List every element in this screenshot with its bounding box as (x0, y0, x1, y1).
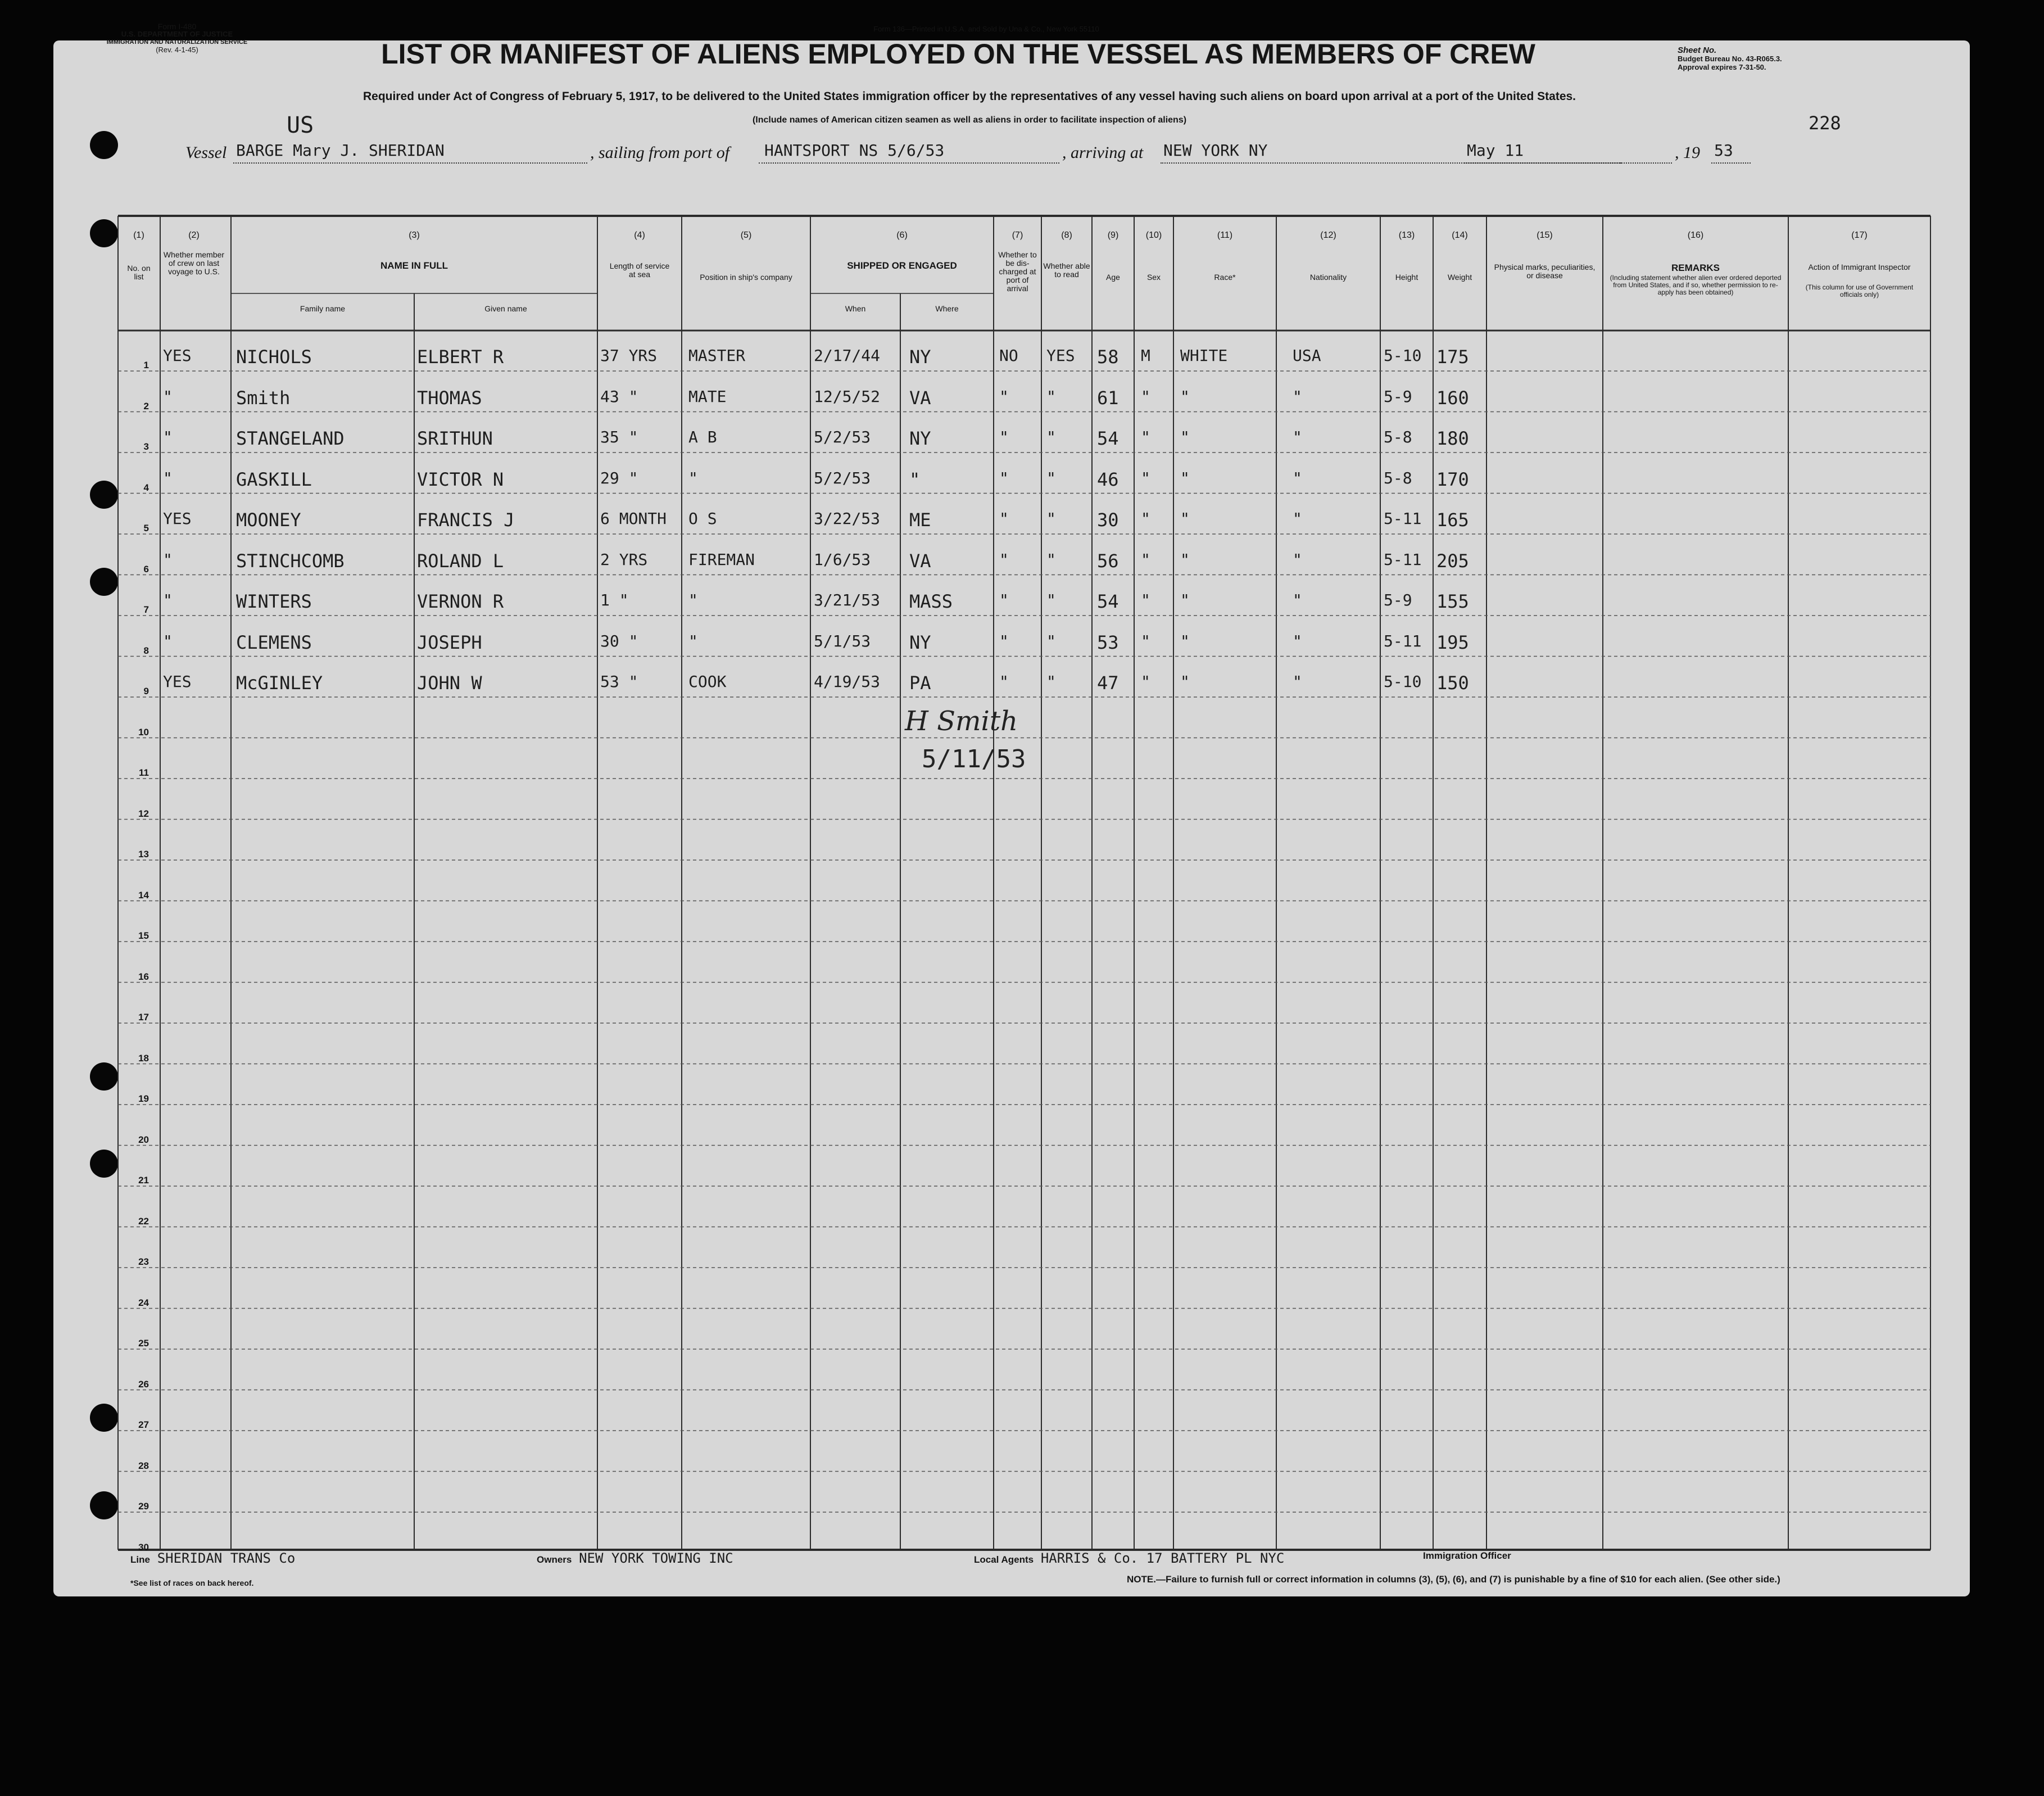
col-header-race: Race* (1214, 273, 1236, 282)
service-length-cell: 43 " (600, 387, 638, 406)
service-length-cell: 35 " (600, 428, 638, 446)
col-header-weight: Weight (1447, 273, 1472, 282)
age-cell: 47 (1097, 672, 1119, 694)
family-name-cell: WINTERS (236, 591, 312, 612)
nationality-cell: " (1293, 550, 1302, 569)
footer-owners (537, 1550, 733, 1571)
height-cell: 5-9 (1384, 591, 1412, 609)
height-cell: 5-10 (1384, 346, 1422, 365)
discharged-cell: " (999, 591, 1009, 609)
position-cell: O S (688, 509, 717, 528)
sex-cell: " (1141, 509, 1150, 528)
weight-cell: 180 (1436, 428, 1469, 449)
row-number: 27 (138, 1419, 149, 1430)
col11-number: (11) (1217, 230, 1233, 240)
height-cell: 5-11 (1384, 550, 1422, 569)
height-cell: 5-11 (1384, 631, 1422, 650)
discharged-cell: " (999, 428, 1009, 446)
height-cell: 5-8 (1384, 468, 1412, 487)
shipped-when-cell: 1/6/53 (814, 550, 871, 569)
sex-cell: M (1141, 346, 1150, 365)
service-length-cell: 6 MONTH (600, 509, 667, 528)
col-header-when: When (845, 304, 866, 313)
row-number: 1 (143, 360, 149, 370)
col-header-member-of-crew: Whether member of crew on last voyage to U.S. (163, 250, 225, 276)
row-number: 17 (138, 1012, 149, 1023)
given-name-cell: JOSEPH (417, 631, 482, 653)
owners-value: NEW YORK TOWING INC (579, 1550, 733, 1566)
able-to-read-cell: " (1046, 509, 1056, 528)
col15-number: (15) (1537, 230, 1553, 240)
crew-prev-cell: " (163, 468, 173, 487)
height-cell: 5-9 (1384, 387, 1412, 406)
service-length-cell: 37 YRS (600, 346, 658, 365)
crew-prev-cell: YES (163, 346, 192, 365)
col-header-inspector-action: Action of Immigrant Inspector (1808, 263, 1911, 272)
age-cell: 58 (1097, 346, 1119, 368)
crew-prev-cell: " (163, 550, 173, 569)
weight-cell: 205 (1436, 550, 1469, 572)
age-cell: 30 (1097, 509, 1119, 531)
crew-prev-cell: YES (163, 509, 192, 528)
shipped-where-cell: MASS (909, 591, 953, 612)
col-header-sex: Sex (1146, 273, 1161, 282)
nationality-cell: " (1293, 631, 1302, 650)
sex-cell: " (1141, 428, 1150, 446)
able-to-read-cell: " (1046, 550, 1056, 569)
age-cell: 54 (1097, 591, 1119, 612)
row-number: 21 (138, 1175, 149, 1186)
race-cell: " (1180, 509, 1190, 528)
given-name-cell: VERNON R (417, 591, 504, 612)
races-footnote: *See list of races on back hereof. (130, 1578, 254, 1587)
col-header-remarks: REMARKS (1671, 263, 1720, 273)
position-cell: COOK (688, 672, 727, 691)
position-cell: A B (688, 428, 717, 446)
col-header-height: Height (1395, 273, 1418, 282)
sheet-number-label: Sheet No. (1678, 46, 1717, 55)
row-number: 19 (138, 1093, 149, 1104)
col-header-inspector-note: (This column for use of Government officials only) (1805, 283, 1914, 298)
discharged-cell: " (999, 387, 1009, 406)
row-number: 29 (138, 1501, 149, 1512)
service-length-cell: 1 " (600, 591, 629, 609)
col14-number: (14) (1452, 230, 1468, 240)
nationality-cell: " (1293, 428, 1302, 446)
position-cell: FIREMAN (688, 550, 755, 569)
shipped-where-cell: ME (909, 509, 931, 531)
race-cell: " (1180, 550, 1190, 569)
able-to-read-cell: " (1046, 631, 1056, 650)
family-name-cell: MOONEY (236, 509, 301, 531)
shipped-when-cell: 5/1/53 (814, 631, 871, 650)
budget-bureau: Budget Bureau No. 43-R065.3. (1678, 55, 1782, 63)
owners-label: Owners (537, 1554, 572, 1565)
able-to-read-cell: " (1046, 468, 1056, 487)
position-cell: MATE (688, 387, 727, 406)
race-cell: " (1180, 672, 1190, 691)
col8-number: (8) (1061, 230, 1072, 240)
shipped-when-cell: 3/22/53 (814, 509, 881, 528)
discharged-cell: NO (999, 346, 1018, 365)
col12-number: (12) (1320, 230, 1336, 240)
service-length-cell: 29 " (600, 468, 638, 487)
discharged-cell: " (999, 468, 1009, 487)
sex-cell: " (1141, 591, 1150, 609)
col3-number: (3) (409, 230, 420, 240)
col-header-family-name: Family name (300, 304, 346, 313)
line-label: Line (130, 1554, 150, 1565)
shipped-when-cell: 5/2/53 (814, 428, 871, 446)
given-name-cell: FRANCIS J (417, 509, 515, 531)
position-cell: " (688, 591, 698, 609)
weight-cell: 160 (1436, 387, 1469, 409)
country-mark: US (287, 112, 314, 138)
row-number: 5 (143, 523, 149, 533)
row-number: 28 (138, 1460, 149, 1471)
arriving-label: , arriving at (1062, 143, 1144, 162)
given-name-cell: VICTOR N (417, 468, 504, 490)
approval-expiry: Approval expires 7-31-50. (1678, 63, 1766, 71)
row-number: 11 (139, 767, 149, 778)
race-cell: " (1180, 428, 1190, 446)
col-header-name-in-full: NAME IN FULL (380, 260, 448, 271)
col-header-shipped-or-engaged: SHIPPED OR ENGAGED (847, 260, 957, 271)
line-value: SHERIDAN TRANS Co (157, 1550, 296, 1566)
sex-cell: " (1141, 631, 1150, 650)
shipped-where-cell: VA (909, 550, 931, 572)
given-name-cell: ELBERT R (417, 346, 504, 368)
col5-number: (5) (740, 230, 752, 240)
race-cell: " (1180, 387, 1190, 406)
col16-number: (16) (1687, 230, 1704, 240)
col-header-given-name: Given name (484, 304, 527, 313)
col7-number: (7) (1012, 230, 1023, 240)
nationality-cell: " (1293, 591, 1302, 609)
race-cell: " (1180, 591, 1190, 609)
row-number: 13 (138, 849, 149, 859)
family-name-cell: GASKILL (236, 468, 312, 490)
officer-label: Immigration Officer (1423, 1550, 1511, 1561)
sex-cell: " (1141, 672, 1150, 691)
shipped-where-cell: VA (909, 387, 931, 409)
col-header-no-on-list: No. on list (127, 264, 151, 281)
service-length-cell: 30 " (600, 631, 638, 650)
col17-number: (17) (1851, 230, 1868, 240)
nationality-cell: " (1293, 468, 1302, 487)
row-number: 23 (138, 1256, 149, 1267)
shipped-where-cell: PA (909, 672, 931, 694)
given-name-cell: THOMAS (417, 387, 482, 409)
row-number: 24 (138, 1297, 149, 1308)
discharged-cell: " (999, 631, 1009, 650)
col10-number: (10) (1145, 230, 1162, 240)
height-cell: 5-10 (1384, 672, 1422, 691)
family-name-cell: STINCHCOMB (236, 550, 345, 572)
height-cell: 5-8 (1384, 428, 1412, 446)
col-header-length-of-service: Length of service at sea (609, 261, 670, 279)
row-number: 16 (138, 971, 149, 982)
inspector-signature: H Smith (905, 705, 1018, 737)
crew-prev-cell: " (163, 428, 173, 446)
fine-note: NOTE.—Failure to furnish full or correct information in columns (3), (5), (6), and (7) is punishable by a fine of $10 for each alien. (See other side.) (1127, 1574, 1780, 1585)
height-cell: 5-11 (1384, 509, 1422, 528)
col2-number: (2) (188, 230, 200, 240)
page-title: LIST OR MANIFEST OF ALIENS EMPLOYED ON THE VESSEL AS MEMBERS OF CREW (381, 38, 1535, 70)
col-header-discharged: Whether to be dis-charged at port of arrival (998, 250, 1037, 293)
row-number: 22 (138, 1215, 149, 1227)
sailing-label: , sailing from port of (590, 143, 730, 162)
family-name-cell: Smith (236, 387, 291, 409)
nationality-cell: " (1293, 387, 1302, 406)
shipped-when-cell: 3/21/53 (814, 591, 881, 609)
row-number: 15 (138, 930, 149, 941)
weight-cell: 150 (1436, 672, 1469, 694)
weight-cell: 155 (1436, 591, 1469, 612)
discharged-cell: " (999, 509, 1009, 528)
footer-line (130, 1550, 295, 1571)
race-cell: " (1180, 468, 1190, 487)
age-cell: 53 (1097, 631, 1119, 653)
able-to-read-cell: YES (1046, 346, 1075, 365)
able-to-read-cell: " (1046, 591, 1056, 609)
sailing-port: HANTSPORT NS 5/6/53 (764, 141, 945, 160)
row-number: 7 (143, 604, 149, 615)
department: U.S. DEPARTMENT OF JUSTICE (121, 30, 233, 38)
race-cell: " (1180, 631, 1190, 650)
family-name-cell: McGINLEY (236, 672, 323, 694)
family-name-cell: NICHOLS (236, 346, 312, 368)
sex-cell: " (1141, 468, 1150, 487)
printer-line: Form 136—Printed in U.S.A. and Sold by Una & Co., New York 55110 (873, 25, 1099, 33)
col13-number: (13) (1398, 230, 1415, 240)
footer-officer (1423, 1550, 1511, 1571)
row-number: 20 (138, 1134, 149, 1145)
discharged-cell: " (999, 672, 1009, 691)
row-number: 18 (138, 1052, 149, 1064)
able-to-read-cell: " (1046, 672, 1056, 691)
discharged-cell: " (999, 550, 1009, 569)
able-to-read-cell: " (1046, 428, 1056, 446)
revision: (Rev. 4-1-45) (156, 46, 198, 54)
shipped-where-cell: NY (909, 346, 931, 368)
subtitle: Required under Act of Congress of February 5, 1917, to be delivered to the United States immigration officer by the representatives of any vessel having such aliens on board upon arrival at a port of the United States. (362, 90, 1576, 103)
family-name-cell: CLEMENS (236, 631, 312, 653)
col9-number: (9) (1107, 230, 1119, 240)
position-cell: MASTER (688, 346, 746, 365)
year-value: 53 (1714, 141, 1733, 160)
given-name-cell: JOHN W (417, 672, 482, 694)
shipped-when-cell: 5/2/53 (814, 468, 871, 487)
able-to-read-cell: " (1046, 387, 1056, 406)
year-prefix: , 19 (1675, 143, 1700, 162)
age-cell: 46 (1097, 468, 1119, 490)
nationality-cell: " (1293, 509, 1302, 528)
row-number: 26 (138, 1378, 149, 1390)
service-length-cell: 53 " (600, 672, 638, 691)
shipped-where-cell: NY (909, 428, 931, 449)
given-name-cell: ROLAND L (417, 550, 504, 572)
row-number: 4 (143, 482, 149, 493)
col4-number: (4) (634, 230, 645, 240)
include-note: (Include names of American citizen seamen as well as aliens in order to facilitate inspection of aliens) (752, 115, 1187, 125)
row-number: 3 (143, 441, 149, 452)
agents-value: HARRIS & Co. 17 BATTERY PL NYC (1040, 1550, 1285, 1566)
agents-label: Local Agents (974, 1554, 1034, 1565)
crew-prev-cell: " (163, 591, 173, 609)
weight-cell: 170 (1436, 468, 1469, 490)
service-length-cell: 2 YRS (600, 550, 648, 569)
col6-number: (6) (896, 230, 908, 240)
position-cell: " (688, 468, 698, 487)
row-number: 30 (138, 1541, 149, 1553)
page-number: 228 (1809, 112, 1841, 134)
weight-cell: 165 (1436, 509, 1469, 531)
given-name-cell: SRITHUN (417, 428, 493, 449)
sex-cell: " (1141, 550, 1150, 569)
shipped-where-cell: " (909, 468, 921, 490)
shipped-when-cell: 2/17/44 (814, 346, 881, 365)
age-cell: 54 (1097, 428, 1119, 449)
arriving-port: NEW YORK NY (1163, 141, 1268, 160)
shipped-when-cell: 4/19/53 (814, 672, 881, 691)
crew-prev-cell: YES (163, 672, 192, 691)
family-name-cell: STANGELAND (236, 428, 345, 449)
race-cell: WHITE (1180, 346, 1228, 365)
vessel-label: Vessel (185, 143, 227, 162)
row-number: 12 (138, 808, 149, 819)
vessel-name: BARGE Mary J. SHERIDAN (236, 141, 445, 160)
inspector-date: 5/11/53 (922, 745, 1026, 773)
col1-number: (1) (133, 230, 144, 240)
crew-prev-cell: " (163, 631, 173, 650)
nationality-cell: USA (1293, 346, 1321, 365)
row-number: 10 (138, 726, 149, 738)
service: IMMIGRATION AND NATURALIZATION SERVICE (106, 39, 248, 46)
col-header-able-to-read: Whether able to read (1043, 261, 1090, 279)
arrival-date: May 11 (1467, 141, 1524, 160)
weight-cell: 195 (1436, 631, 1469, 653)
col-header-nationality: Nationality (1309, 273, 1347, 282)
row-number: 25 (138, 1338, 149, 1349)
form-number: Form I-480 (157, 22, 197, 31)
row-number: 14 (138, 889, 149, 901)
row-number: 2 (143, 400, 149, 411)
shipped-where-cell: NY (909, 631, 931, 653)
age-cell: 61 (1097, 387, 1119, 409)
crew-prev-cell: " (163, 387, 173, 406)
row-number: 6 (143, 563, 149, 574)
age-cell: 56 (1097, 550, 1119, 572)
shipped-when-cell: 12/5/52 (814, 387, 881, 406)
weight-cell: 175 (1436, 346, 1469, 368)
row-number: 9 (143, 686, 149, 696)
position-cell: " (688, 631, 698, 650)
sex-cell: " (1141, 387, 1150, 406)
row-number: 8 (143, 645, 149, 656)
col-header-age: Age (1106, 273, 1120, 282)
col-header-where: Where (935, 304, 959, 313)
col-header-remarks-note: (Including statement whether alien ever ordered deported from United States, and if so, whether permission to re-apply has been obtained) (1610, 274, 1782, 296)
col-header-position: Position in ship's company (700, 273, 792, 282)
col-header-physical-marks: Physical marks, peculiarities, or disease (1494, 263, 1596, 280)
nationality-cell: " (1293, 672, 1302, 691)
footer-agents (974, 1550, 1284, 1571)
